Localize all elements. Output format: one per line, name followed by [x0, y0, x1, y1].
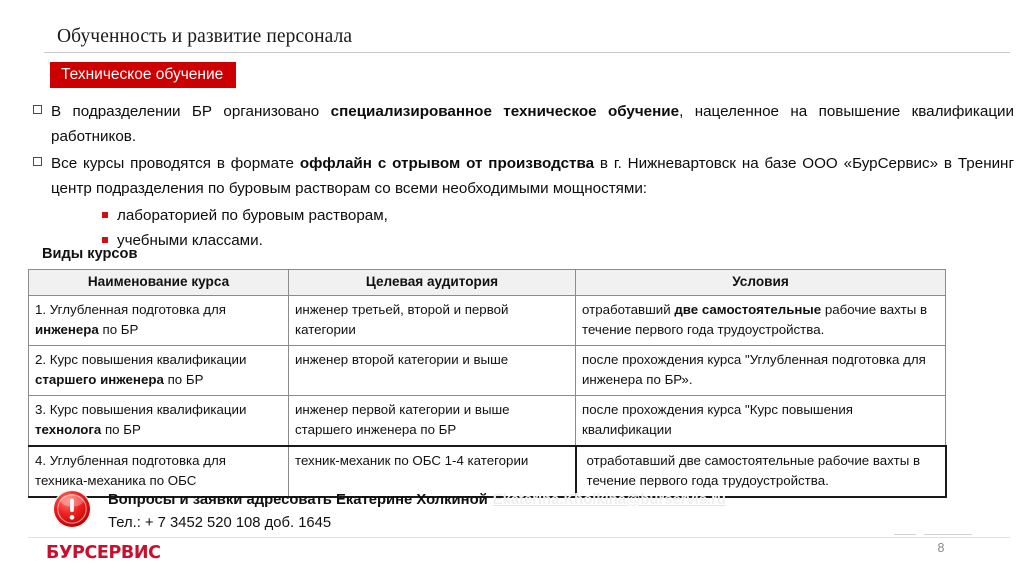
conditions-pre: отработавший: [582, 302, 675, 317]
course-name-pre: 4. Углубленная подготовка для техника-механика по ОБС: [35, 453, 226, 488]
course-name-post: по БР: [163, 372, 204, 387]
course-name-pre: 2. Курс повышения квалификации: [35, 352, 247, 367]
section-banner: [50, 62, 236, 88]
conditions-post: рабочие вахты в течение первого года трудоустройства.: [582, 302, 928, 337]
sub-bullet-list: [102, 203, 1014, 253]
cell-target-audience: инженер первой категории и выше старшего инженера по БР: [289, 396, 576, 447]
column-header-course-name: Наименование курса: [29, 270, 289, 296]
cell-course-name: [29, 296, 289, 346]
cell-conditions: [576, 296, 946, 346]
table-caption: Виды курсов: [42, 246, 138, 262]
cell-course-name: [29, 346, 289, 396]
course-name-post: по БР: [98, 322, 139, 337]
table-row: [29, 396, 946, 447]
course-name-bold: инженера: [35, 322, 99, 337]
table-header-row: [29, 270, 946, 296]
sub-bullet-label: лабораторией по буровым растворам,: [117, 207, 388, 224]
bullet-text: [51, 151, 1014, 201]
exclamation-icon: [52, 489, 92, 529]
page-title: Обученность и развитие персонала: [57, 26, 353, 47]
bullet-2-pre: Все курсы проводятся в формате: [51, 155, 300, 172]
table-row: [29, 296, 946, 346]
bullet-text: [51, 99, 1014, 149]
cell-course-name: [29, 396, 289, 447]
course-name-bold: технолога: [35, 422, 102, 437]
course-name-bold: старшего инженера: [35, 372, 164, 387]
footer-divider: [28, 537, 1010, 538]
company-logo: БУРСЕРВИС: [46, 543, 161, 563]
sub-bullet-item: [102, 203, 1014, 228]
contact-block: [52, 487, 726, 535]
conditions-bold: две самостоятельные: [674, 302, 822, 317]
cell-target-audience: инженер второй категории и выше: [289, 346, 576, 396]
bullet-item: [30, 99, 1014, 149]
course-name-pre: 3. Курс повышения квалификации: [35, 402, 247, 417]
conditions-pre: после прохождения курса "Углубленная подготовка для инженера по БР».: [582, 352, 926, 387]
column-header-conditions: Условия: [576, 270, 946, 296]
courses-table: [28, 269, 947, 498]
contact-person-label: Вопросы и заявки адресовать Екатерине Холкиной: [108, 492, 488, 508]
bullet-item: [30, 151, 1014, 201]
small-square-bullet-icon: [102, 237, 108, 243]
page-number-rule-right: [924, 534, 972, 535]
page-number-rule-left: [894, 534, 916, 535]
square-bullet-icon: [33, 157, 42, 166]
table-row: [29, 346, 946, 396]
contact-primary-line: [108, 489, 726, 511]
bullet-1-bold: специализированное техническое обучение: [330, 103, 680, 120]
course-name-post: по БР: [101, 422, 141, 437]
sub-bullet-label: учебными классами.: [117, 232, 263, 249]
bullet-list: [30, 99, 1014, 253]
bullet-2-bold: оффлайн с отрывом от производства: [299, 155, 595, 172]
conditions-pre: после прохождения курса "Курс повышения квалификации: [582, 402, 853, 437]
contact-text-lines: [108, 487, 726, 535]
column-header-target-audience: Целевая аудитория: [289, 270, 576, 296]
contact-phone-label: Тел.: + 7 3452 520 108 доб. 1645: [108, 515, 332, 531]
cell-target-audience: инженер третьей, второй и первой категории: [289, 296, 576, 346]
course-name-pre: 1. Углубленная подготовка для: [35, 302, 226, 317]
sub-bullet-item: [102, 228, 1014, 253]
page-number: 8: [937, 541, 945, 555]
title-divider: [44, 52, 1010, 53]
square-bullet-icon: [33, 105, 42, 114]
small-square-bullet-icon: [102, 212, 108, 218]
section-banner-label: Техническое обучение: [61, 66, 224, 83]
cell-conditions: [576, 346, 946, 396]
bullet-2-post: в г. Нижневартовск на базе ООО «БурСервис» в Тренинг центр подразделения по буровым растворам со всеми необходимыми мощностями:: [51, 155, 1014, 197]
bullet-1-pre: В подразделении БР организовано: [51, 103, 331, 120]
cell-conditions: [576, 396, 946, 447]
bullet-1-post: , нацеленное на повышение квалификации работников.: [51, 103, 1014, 145]
contact-email-link[interactable]: Ekaterina.Kholkina@burservis.ru: [492, 492, 726, 508]
cell-target-audience: техник-механик по ОБС 1-4 категории: [289, 446, 576, 497]
conditions-pre: отработавший две самостоятельные рабочие вахты в течение первого года трудоустройства.: [586, 453, 921, 488]
